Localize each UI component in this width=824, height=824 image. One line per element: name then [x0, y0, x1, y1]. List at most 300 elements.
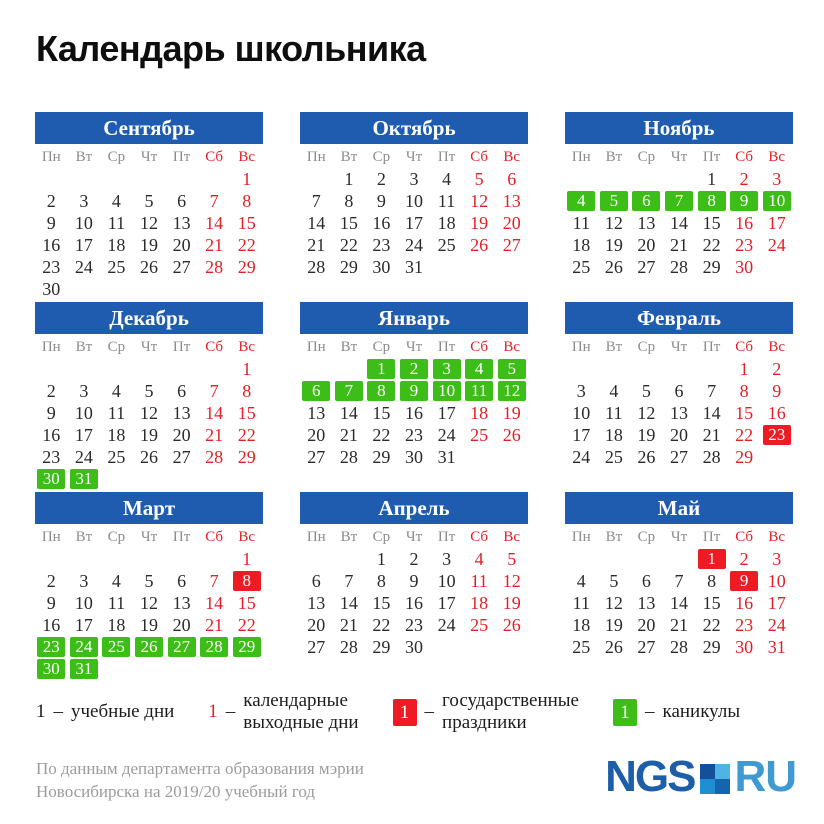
day-cell: 22 [372, 424, 391, 445]
day-cell: 2 [46, 190, 56, 211]
day-cell [100, 278, 133, 300]
day-cell: 25 [470, 424, 489, 445]
day-cell: 10 [74, 402, 93, 423]
vacation-day-badge: 12 [498, 381, 526, 401]
day-cell [68, 548, 101, 570]
day-cell: 20 [172, 424, 191, 445]
day-cell: 15 [372, 402, 391, 423]
day-cell: 30 [372, 256, 391, 277]
vacation-day-badge: 4 [567, 191, 595, 211]
day-cell: 29 [237, 256, 256, 277]
vacation-day-badge: 9 [730, 191, 758, 211]
day-cell: 6 [311, 570, 321, 591]
legend-dash: – [424, 701, 435, 723]
day-cell: 15 [702, 212, 721, 233]
day-cell [133, 658, 166, 680]
day-cell [100, 658, 133, 680]
day-cell: 12 [604, 212, 623, 233]
day-cell: 30 [404, 636, 423, 657]
weekday-label: Ср [107, 528, 126, 545]
day-cell: 1 [242, 168, 252, 189]
month-day-grid [35, 526, 263, 680]
weekday-label: Чт [670, 338, 688, 355]
ngs-ru-logo [605, 752, 796, 802]
day-cell [68, 168, 101, 190]
day-cell: 27 [637, 636, 656, 657]
weekday-label: Вт [605, 148, 623, 165]
day-cell: 5 [144, 380, 154, 401]
weekday-label: Сб [205, 338, 224, 355]
legend [36, 690, 796, 735]
vacation-day-badge: 6 [302, 381, 330, 401]
day-cell: 4 [111, 190, 121, 211]
weekday-label: Вт [75, 528, 93, 545]
day-cell: 23 [42, 256, 61, 277]
day-cell: 20 [502, 212, 521, 233]
day-cell: 24 [767, 614, 786, 635]
day-cell: 21 [307, 234, 326, 255]
legend-dash: – [645, 701, 655, 723]
vacation-day-badge: 11 [465, 381, 493, 401]
day-cell: 26 [139, 446, 158, 467]
day-cell: 1 [242, 548, 252, 569]
day-cell: 23 [42, 446, 61, 467]
weekday-label: Пн [571, 148, 591, 165]
day-cell: 26 [637, 446, 656, 467]
day-cell: 22 [735, 424, 754, 445]
day-cell [630, 358, 663, 380]
day-cell: 19 [470, 212, 489, 233]
day-cell: 6 [177, 190, 187, 211]
day-cell: 2 [739, 168, 749, 189]
day-cell: 21 [205, 424, 224, 445]
weekday-label: Пт [437, 528, 456, 545]
day-cell: 24 [74, 446, 93, 467]
day-cell: 8 [376, 570, 386, 591]
day-cell: 23 [404, 424, 423, 445]
day-cell [35, 636, 68, 658]
day-cell [760, 190, 793, 212]
weekday-label: Вс [503, 528, 521, 545]
day-cell: 25 [572, 636, 591, 657]
weekday-label: Пн [41, 148, 61, 165]
weekday-label: Пн [571, 338, 591, 355]
day-cell: 29 [372, 636, 391, 657]
day-cell: 11 [572, 212, 590, 233]
day-cell: 17 [437, 592, 456, 613]
day-cell [100, 468, 133, 490]
weekday-label: Пн [41, 528, 61, 545]
day-cell [100, 168, 133, 190]
day-cell: 22 [237, 614, 256, 635]
day-cell: 9 [46, 212, 56, 233]
day-cell: 20 [307, 424, 326, 445]
day-cell: 26 [502, 614, 521, 635]
day-cell: 23 [735, 234, 754, 255]
month-calendar-8 [300, 492, 528, 680]
day-cell [365, 380, 398, 402]
day-cell [35, 168, 68, 190]
day-cell: 22 [372, 614, 391, 635]
day-cell: 10 [572, 402, 591, 423]
vacation-day-badge: 8 [367, 381, 395, 401]
legend-label: календарные выходные дни [243, 690, 359, 734]
day-cell: 10 [74, 212, 93, 233]
day-cell: 7 [209, 190, 219, 211]
day-cell: 16 [42, 424, 61, 445]
day-cell: 9 [46, 592, 56, 613]
weekday-label: Вс [238, 528, 256, 545]
vacation-day-badge: 10 [763, 191, 791, 211]
day-cell: 25 [604, 446, 623, 467]
day-cell: 7 [674, 570, 684, 591]
day-cell: 8 [242, 190, 252, 211]
vacation-day-badge: 7 [665, 191, 693, 211]
day-cell [695, 358, 728, 380]
vacation-day-badge: 25 [102, 637, 130, 657]
day-cell: 21 [669, 234, 688, 255]
day-cell: 17 [572, 424, 591, 445]
weekday-label: Сб [470, 148, 489, 165]
day-cell: 26 [470, 234, 489, 255]
day-cell: 29 [339, 256, 358, 277]
day-cell [100, 636, 133, 658]
month-calendar-9 [565, 492, 793, 680]
day-cell: 20 [637, 614, 656, 635]
day-cell [133, 468, 166, 490]
month-day-grid [300, 146, 528, 278]
weekday-label: Чт [670, 148, 688, 165]
vacation-day-badge: 30 [37, 469, 65, 489]
vacation-day-badge: 9 [400, 381, 428, 401]
day-cell [198, 168, 231, 190]
month-title: Апрель [300, 492, 528, 524]
day-cell [760, 446, 793, 468]
day-cell [728, 190, 761, 212]
month-day-grid [565, 526, 793, 658]
day-cell: 29 [237, 446, 256, 467]
day-cell: 17 [74, 614, 93, 635]
day-cell: 17 [74, 234, 93, 255]
day-cell: 27 [637, 256, 656, 277]
day-cell [35, 358, 68, 380]
weekday-label: Пт [702, 528, 721, 545]
weekday-label: Вс [503, 338, 521, 355]
weekday-label: Вс [768, 528, 786, 545]
day-cell: 9 [772, 380, 782, 401]
weekday-label: Пн [571, 528, 591, 545]
day-cell: 1 [707, 168, 717, 189]
day-cell: 7 [209, 380, 219, 401]
day-cell: 11 [470, 570, 488, 591]
day-cell: 12 [139, 592, 158, 613]
vacation-day-badge: 31 [70, 659, 98, 679]
day-cell [430, 256, 463, 278]
day-cell: 14 [702, 402, 721, 423]
month-day-grid [565, 336, 793, 468]
vacation-day-badge: 1 [367, 359, 395, 379]
day-cell: 14 [205, 592, 224, 613]
weekday-label: Сб [735, 148, 754, 165]
month-calendar-4 [35, 302, 263, 490]
day-cell [430, 358, 463, 380]
logo-ru-text: RU [734, 752, 796, 801]
day-cell: 13 [307, 402, 326, 423]
month-title: Сентябрь [35, 112, 263, 144]
month-calendar-5 [300, 302, 528, 490]
legend-label: государственные праздники [442, 690, 579, 734]
day-cell: 28 [307, 256, 326, 277]
day-cell: 24 [437, 424, 456, 445]
day-cell: 14 [307, 212, 326, 233]
weekday-label: Пн [41, 338, 61, 355]
vacation-day-badge: 10 [433, 381, 461, 401]
day-cell [165, 468, 198, 490]
day-cell: 29 [702, 636, 721, 657]
day-cell [230, 636, 263, 658]
month-day-grid [35, 146, 263, 300]
weekday-label: Сб [735, 338, 754, 355]
day-cell: 3 [576, 380, 586, 401]
day-cell [430, 380, 463, 402]
legend-item-weekend [208, 690, 358, 735]
month-calendar-3 [565, 112, 793, 300]
day-cell: 13 [637, 212, 656, 233]
day-cell: 4 [609, 380, 619, 401]
day-cell: 19 [604, 614, 623, 635]
day-cell [230, 570, 263, 592]
day-cell: 24 [767, 234, 786, 255]
legend-sample-holiday: 1 [393, 699, 417, 726]
weekday-label: Сб [205, 148, 224, 165]
weekday-label: Пт [172, 148, 191, 165]
day-cell: 31 [404, 256, 423, 277]
vacation-day-badge: 29 [233, 637, 261, 657]
month-title: Декабрь [35, 302, 263, 334]
day-cell: 1 [242, 358, 252, 379]
weekday-label: Пт [702, 148, 721, 165]
weekday-label: Вт [75, 338, 93, 355]
weekday-label: Чт [140, 528, 158, 545]
day-cell [630, 190, 663, 212]
day-cell: 29 [372, 446, 391, 467]
day-cell [198, 636, 231, 658]
month-title: Март [35, 492, 263, 524]
day-cell [133, 358, 166, 380]
day-cell: 14 [205, 212, 224, 233]
weekday-label: Пт [172, 338, 191, 355]
day-cell [495, 358, 528, 380]
day-cell: 10 [437, 570, 456, 591]
day-cell [663, 358, 696, 380]
day-cell: 4 [442, 168, 452, 189]
day-cell: 5 [144, 570, 154, 591]
day-cell [198, 278, 231, 300]
day-cell [398, 358, 431, 380]
legend-sample-work: 1 [36, 701, 46, 723]
day-cell: 22 [702, 614, 721, 635]
day-cell: 23 [372, 234, 391, 255]
day-cell: 15 [237, 592, 256, 613]
weekday-label: Сб [735, 528, 754, 545]
day-cell [463, 380, 496, 402]
day-cell [598, 548, 631, 570]
weekday-label: Ср [372, 528, 391, 545]
footer-source-line1: По данным департамента образования мэрии [36, 759, 364, 778]
vacation-day-badge: 30 [37, 659, 65, 679]
weekday-label: Чт [140, 338, 158, 355]
day-cell: 29 [702, 256, 721, 277]
weekday-label: Ср [372, 148, 391, 165]
legend-label: учебные дни [71, 701, 175, 723]
day-cell: 27 [307, 446, 326, 467]
day-cell [68, 658, 101, 680]
day-cell: 13 [637, 592, 656, 613]
weekday-label: Чт [405, 148, 423, 165]
weekday-label: Вт [75, 148, 93, 165]
day-cell [165, 358, 198, 380]
logo-ngs-text: NGS [605, 752, 695, 801]
day-cell: 16 [42, 234, 61, 255]
day-cell [333, 548, 366, 570]
day-cell [165, 168, 198, 190]
day-cell: 17 [74, 424, 93, 445]
month-calendar-2 [300, 112, 528, 300]
day-cell: 3 [442, 548, 452, 569]
day-cell: 21 [205, 614, 224, 635]
legend-dash: – [225, 701, 236, 723]
day-cell: 12 [637, 402, 656, 423]
weekday-label: Ср [637, 528, 656, 545]
legend-dash: – [53, 701, 63, 723]
day-cell: 22 [339, 234, 358, 255]
weekday-label: Пн [306, 338, 326, 355]
day-cell: 24 [404, 234, 423, 255]
day-cell: 29 [735, 446, 754, 467]
day-cell: 19 [139, 614, 158, 635]
day-cell [198, 468, 231, 490]
day-cell: 17 [767, 592, 786, 613]
day-cell: 14 [669, 592, 688, 613]
day-cell: 4 [111, 380, 121, 401]
day-cell: 25 [572, 256, 591, 277]
vacation-day-badge: 6 [632, 191, 660, 211]
day-cell: 11 [107, 212, 126, 233]
weekday-label: Чт [405, 338, 423, 355]
day-cell: 30 [735, 256, 754, 277]
day-cell [398, 380, 431, 402]
day-cell: 10 [404, 190, 423, 211]
day-cell: 15 [237, 402, 256, 423]
day-cell [133, 168, 166, 190]
weekday-label: Пн [306, 148, 326, 165]
day-cell: 20 [637, 234, 656, 255]
day-cell [565, 548, 598, 570]
day-cell [165, 548, 198, 570]
day-cell [663, 168, 696, 190]
day-cell: 16 [372, 212, 391, 233]
day-cell: 23 [735, 614, 754, 635]
day-cell: 6 [507, 168, 517, 189]
day-cell: 11 [572, 592, 590, 613]
vacation-day-badge: 8 [698, 191, 726, 211]
day-cell: 2 [46, 380, 56, 401]
page-title: Календарь школьника [36, 28, 426, 69]
day-cell [198, 358, 231, 380]
day-cell: 1 [376, 548, 386, 569]
day-cell: 22 [237, 234, 256, 255]
weekday-label: Ср [637, 338, 656, 355]
day-cell: 20 [307, 614, 326, 635]
weekday-label: Вт [605, 338, 623, 355]
vacation-day-badge: 31 [70, 469, 98, 489]
day-cell: 8 [739, 380, 749, 401]
day-cell [495, 256, 528, 278]
day-cell: 2 [772, 358, 782, 379]
day-cell: 30 [42, 278, 61, 299]
weekday-label: Ср [372, 338, 391, 355]
day-cell: 27 [669, 446, 688, 467]
weekday-label: Вт [340, 148, 358, 165]
day-cell: 18 [107, 614, 126, 635]
weekday-label: Чт [405, 528, 423, 545]
legend-sample-weekend: 1 [208, 701, 218, 723]
day-cell [230, 468, 263, 490]
day-cell: 18 [572, 614, 591, 635]
day-cell [165, 278, 198, 300]
day-cell: 1 [739, 358, 749, 379]
day-cell: 13 [172, 402, 191, 423]
vacation-day-badge: 2 [400, 359, 428, 379]
day-cell [68, 358, 101, 380]
day-cell [565, 168, 598, 190]
day-cell [68, 278, 101, 300]
day-cell [630, 168, 663, 190]
weekday-label: Вс [238, 338, 256, 355]
day-cell: 14 [205, 402, 224, 423]
day-cell [598, 190, 631, 212]
day-cell [760, 256, 793, 278]
month-day-grid [300, 526, 528, 658]
footer-source-line2: Новосибирска на 2019/20 учебный год [36, 781, 316, 801]
day-cell: 10 [74, 592, 93, 613]
day-cell: 16 [767, 402, 786, 423]
day-cell: 8 [242, 380, 252, 401]
day-cell [598, 168, 631, 190]
day-cell: 16 [735, 592, 754, 613]
vacation-day-badge: 24 [70, 637, 98, 657]
day-cell: 17 [404, 212, 423, 233]
day-cell: 22 [702, 234, 721, 255]
weekday-label: Сб [470, 528, 489, 545]
day-cell [430, 636, 463, 658]
day-cell: 4 [576, 570, 586, 591]
month-day-grid [565, 146, 793, 278]
month-title: Февраль [565, 302, 793, 334]
day-cell: 19 [604, 234, 623, 255]
day-cell: 5 [474, 168, 484, 189]
day-cell: 24 [74, 256, 93, 277]
day-cell: 30 [404, 446, 423, 467]
day-cell [495, 446, 528, 468]
weekday-label: Вт [605, 528, 623, 545]
day-cell [565, 358, 598, 380]
day-cell [165, 658, 198, 680]
month-calendar-7 [35, 492, 263, 680]
month-day-grid [35, 336, 263, 490]
day-cell: 27 [172, 446, 191, 467]
day-cell: 14 [339, 402, 358, 423]
